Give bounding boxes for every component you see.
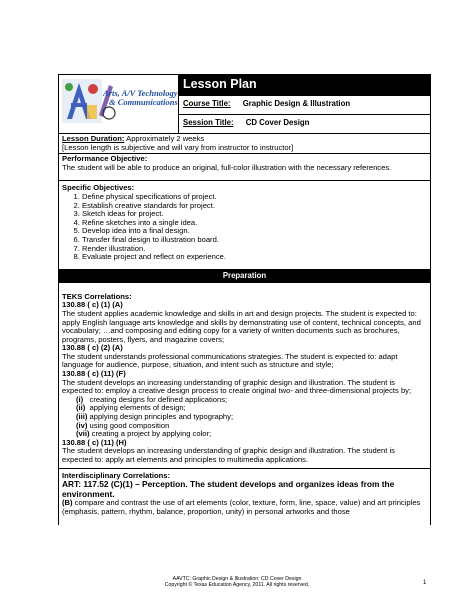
sub-item-text: creating a project by applying color; [91,429,212,439]
lesson-plan-table [58,74,431,525]
objective-item: 5. Develop idea into a final design. [82,227,427,236]
course-title-value: Graphic Design & Illustration [242,99,351,108]
sub-item-text: creating designs for defined applications; [89,394,228,404]
duration-value: Approximately 2 weeks [124,134,205,143]
session-title-label: Session Title: [183,118,234,127]
preparation-header: Preparation [59,269,431,282]
sub-item-number: (iv) [76,420,88,430]
interdisciplinary-label: Interdisciplinary Correlations: [62,470,171,480]
sub-item-number: (i) [76,394,84,404]
teks-code-1: 130.88 ( c) (1) (A) [62,300,123,310]
art-correlation: ART: 117.52 (C)(1) – Perception. The student develops and organizes ideas from the environment. [62,479,395,499]
performance-objective-section [59,154,431,181]
teks-correlations-section [59,282,431,468]
objective-item: 6. Transfer final design to illustration board. [82,236,427,245]
performance-objective-label: Performance Objective: [62,154,148,164]
teks-text-2: The student understands professional communications strategies. The student is expected to: adapt language for audience, purpose, situation, and intent such as structure and style; [62,351,398,370]
course-title-row [179,96,431,115]
specific-objectives-section [59,181,431,269]
page-footer [0,576,474,589]
sub-item-number: (ii) [76,403,86,413]
sub-item-text: applying design principles and typography; [89,412,234,422]
logo-text-line2: & Communications [109,97,178,107]
interdisciplinary-section [59,468,431,525]
duration-label: Lesson Duration: [62,134,125,143]
objective-item: 4. Refine sketches into a single idea. [82,219,427,228]
logo-text-line1: Arts, A/V Technology [103,88,178,98]
art-b-text: compare and contrast the use of art elements (color, texture, form, line, space, value) and art principles (emphasis, pattern, rhythm, balance, proportion, unity) in personal artworks and those [62,498,421,516]
objective-item: 8. Evaluate project and reflect on experience. [82,253,427,262]
objective-item: 1. Define physical specifications of project. [82,193,427,202]
session-title-row [179,115,431,134]
specific-objectives-list [62,193,427,262]
page-number: 1 [423,580,427,586]
lesson-duration-section [59,134,431,154]
footer-line-1: AAVTC: Graphic Design & Illustration: CD Cover Design [172,576,302,582]
teks-text-3: The student develops an increasing understanding of graphic design and illustration. The student is expected to: employ a creative design process to create original two- and three-dimensional projects by; [62,377,412,396]
duration-note: [Lesson length is subjective and will vary from instructor to instructor] [62,142,294,152]
lesson-plan-document [58,74,431,525]
objective-item: 7. Render illustration. [82,245,427,254]
footer-copyright: Copyright © Texas Education Agency, 2011. All rights reserved. [164,582,310,589]
teks-label: TEKS Correlations: [62,291,132,301]
objective-item: 2. Establish creative standards for project. [82,202,427,211]
specific-objectives-label: Specific Objectives: [62,183,135,193]
teks-code-3: 130.88 ( c) (11) (F) [62,369,126,379]
teks-text-4: The student develops an increasing understanding of graphic design and illustration. The student is expected to: apply art elements and principles to multimedia applications. [62,446,395,464]
sub-item-text: using good composition [89,420,170,430]
performance-objective-text: The student will be able to produce an original, full-color illustration with the necessary references. [62,162,392,172]
session-title-value: CD Cover Design [245,118,310,127]
page-title: Lesson Plan [179,75,431,96]
objective-item: 3. Sketch ideas for project. [82,210,427,219]
sub-item-number: (iii) [76,412,88,422]
aavtc-logo [59,75,179,134]
course-title-label: Course Title: [183,99,231,108]
sub-item-number: (vii) [76,429,90,439]
sub-item-text: applying elements of design; [89,403,186,413]
art-b-label: (B) [62,498,73,508]
teks-code-4: 130.88 ( c) (11) (H) [62,437,127,447]
teks-code-2: 130.88 ( c) (2) (A) [62,343,123,353]
teks-text-1: The student applies academic knowledge and skills in art and design projects. The student is expected to: apply English language arts knowledge and skills by demonstrating use of content, technical concepts, and vocabulary; …and composing and editing copy for a variety of written documents such as brochures, programs, posters, flyers, and magazine covers; [62,308,421,344]
